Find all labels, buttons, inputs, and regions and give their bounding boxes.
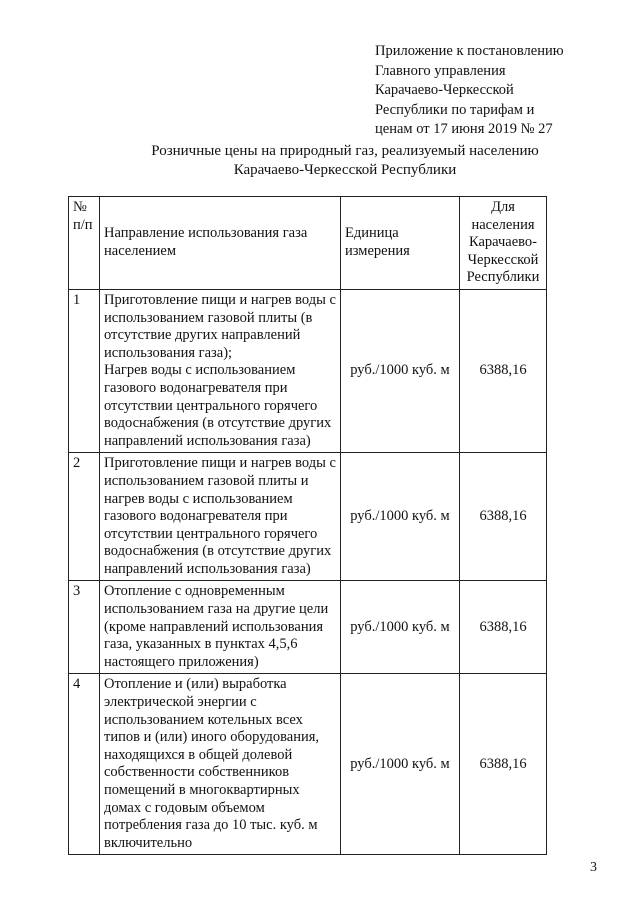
appendix-line: ценам от 17 июня 2019 № 27 xyxy=(375,121,553,137)
row-direction xyxy=(100,289,341,452)
table-header-row xyxy=(69,197,547,290)
row-direction: Приготовление пищи и нагрев воды с использованием газовой плиты и нагрев воды с использованием газового водонагревателя при отсутствии центрального горячего водоснабжения (в отсутствие других направлений использования газа) xyxy=(100,453,341,581)
row-price: 6388,16 xyxy=(460,453,547,581)
header-price: Для населения Карачаево-Черкесской Республики xyxy=(460,197,547,290)
row-price: 6388,16 xyxy=(460,581,547,674)
appendix-line: Карачаево-Черкесской xyxy=(375,82,514,98)
appendix-note xyxy=(375,42,625,140)
table-row xyxy=(69,453,547,581)
row-num: 2 xyxy=(69,453,100,581)
table-row xyxy=(69,581,547,674)
header-direction: Направление использования газа населением xyxy=(100,197,341,290)
header-unit: Единица измерения xyxy=(341,197,460,290)
row-direction: Отопление с одновременным использованием газа на другие цели (кроме направлений использования газа, указанных в пунктах 4,5,6 настоящего приложения) xyxy=(100,581,341,674)
row-unit: руб./1000 куб. м xyxy=(341,674,460,855)
header-num: № п/п xyxy=(69,197,100,290)
appendix-line: Республики по тарифам и xyxy=(375,101,535,118)
row-unit: руб./1000 куб. м xyxy=(341,581,460,674)
document-title xyxy=(60,142,630,180)
row-price: 6388,16 xyxy=(460,289,547,452)
row-num: 3 xyxy=(69,581,100,674)
table-row xyxy=(69,289,547,452)
row-unit: руб./1000 куб. м xyxy=(341,289,460,452)
appendix-line: Главного управления xyxy=(375,62,506,79)
page-number: 3 xyxy=(590,860,597,875)
appendix-line: Приложение к постановлению xyxy=(375,43,564,59)
row-num: 4 xyxy=(69,674,100,855)
row-direction-part: Приготовление пищи и нагрев воды с использованием газовой плиты (в отсутствие других направлений использования газа); Нагрев воды с использованием газового водонагревателя при отсутствии центрального горячего водоснабжения (в отсутствие других направлений использования газа) xyxy=(104,291,336,449)
title-line-1: Розничные цены на природный газ, реализуемый населению xyxy=(151,143,539,159)
row-price: 6388,16 xyxy=(460,674,547,855)
row-direction: Отопление и (или) выработка электрической энергии с использованием котельных всех типов и (или) иного оборудования, находящихся в общей долевой собственности собственников помещений в многоквартирных домах с годовым объемом потребления газа до 10 тыс. куб. м включительно xyxy=(100,674,341,855)
row-unit: руб./1000 куб. м xyxy=(341,453,460,581)
table-row xyxy=(69,674,547,855)
title-line-2: Карачаево-Черкесской Республики xyxy=(233,162,457,178)
row-num: 1 xyxy=(69,289,100,452)
price-table xyxy=(68,196,547,855)
